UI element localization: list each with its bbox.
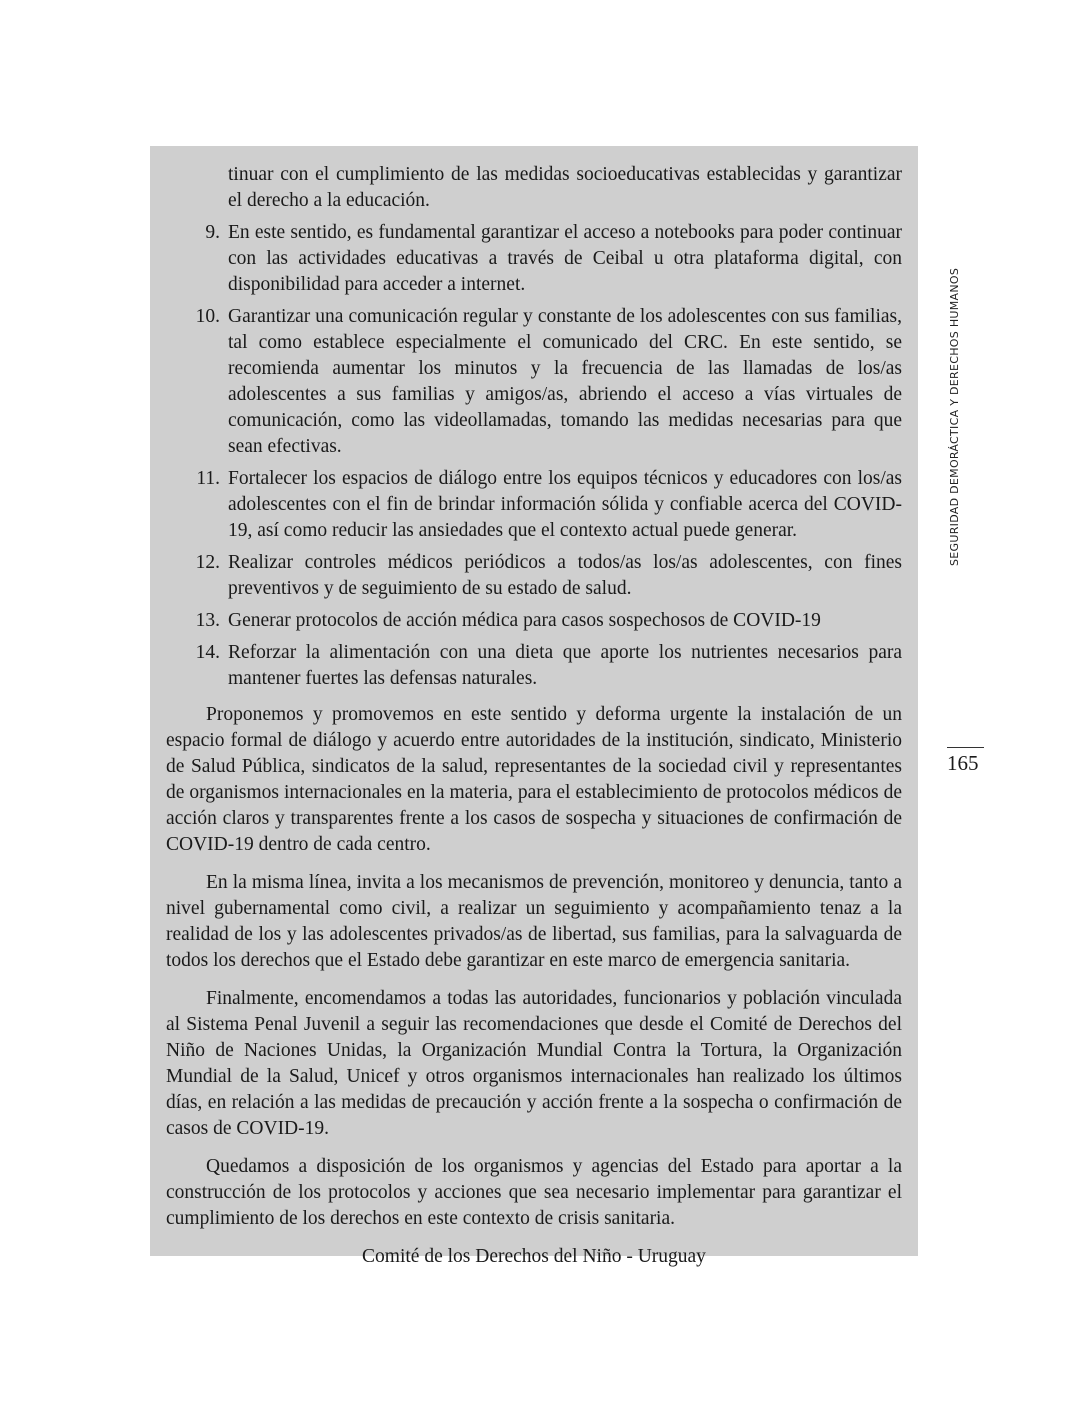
item-text: Garantizar una comunicación regular y constante de los adolescentes con sus familias, tal como establece especialmente el comunicado del CRC. En este sentido, se recomienda aumentar los minutos y la frecuencia de las llamadas de los/as adolescentes a sus familias y amigos/as, abriendo el acceso a vías virtuales de comunicación, como las videollamadas, tomando las medidas necesarias para que sean efectivas. (228, 306, 902, 457)
paragraph: Proponemos y promovemos en este sentido y deforma urgente la instalación de un espacio formal de diálogo y acuerdo entre autoridades de la institución, sindicato, Ministerio de Salud Pública, sindicatos de la salud, representantes de la sociedad civil y representantes de organismos internacionales en la materia, para el establecimiento de protocolos médicos de acción claros y transparentes frente a los casos de sospecha y situaciones de confirmación de COVID-19 dentro de cada centro. (166, 704, 902, 855)
item-text: Realizar controles médicos periódicos a todos/as los/as adolescentes, con fines preventivos y de seguimiento de su estado de salud. (228, 552, 902, 599)
item-number: 12. (195, 552, 220, 573)
running-head-vertical: SEGURIDAD DEMORÁCTICA Y DERECHOS HUMANOS (948, 267, 961, 566)
item-text: En este sentido, es fundamental garantizar el acceso a notebooks para poder continuar con las actividades educativas a través de Ceibal u otra plataforma digital, con disponibilidad para acceder a internet. (228, 222, 902, 295)
item-number: 10. (195, 306, 220, 327)
text-box (150, 146, 918, 1267)
page-number-rule (947, 747, 984, 748)
paragraph: Quedamos a disposición de los organismos y agencias del Estado para aportar a la construcción de los protocolos y acciones que sea necesario implementar para garantizar el cumplimiento de los derechos en este contexto de crisis sanitaria. (166, 1156, 902, 1229)
list-item (166, 550, 902, 602)
signature: Comité de los Derechos del Niño - Uruguay (362, 1246, 706, 1267)
body-text (166, 162, 902, 1270)
list-item (166, 608, 902, 634)
paragraph: Finalmente, encomendamos a todas las autoridades, funcionarios y población vinculada al Sistema Penal Juvenil a seguir las recomendaciones que desde el Comité de Derechos del Niño de Naciones Unidas, la Organización Mundial Contra la Tortura, la Organización Mundial de la Salud, Unicef y otros organismos internacionales han realizado los últimos días, en relación a las medidas de precaución y acción frente a la sospecha o confirmación de casos de COVID-19. (166, 988, 902, 1139)
continuation-text: tinuar con el cumplimiento de las medidas socioeducativas establecidas y garantizar el derecho a la educación. (228, 164, 902, 211)
item-text: Fortalecer los espacios de diálogo entre los equipos técnicos y educadores con los/as adolescentes con el fin de brindar información sólida y confiable acerca del COVID-19, así como reducir las ansiedades que el contexto actual puede generar. (228, 468, 902, 541)
list-item (166, 304, 902, 460)
item-number: 9. (205, 222, 220, 243)
list-item-continuation (166, 162, 902, 214)
list-item (166, 220, 902, 298)
item-number: 13. (195, 610, 220, 631)
paragraph: En la misma línea, invita a los mecanismos de prevención, monitoreo y denuncia, tanto a nivel gubernamental como civil, a realizar un seguimiento y acompañamiento tenaz a la realidad de los y las adolescentes privados/as de libertad, sus familias, para la salvaguarda de todos los derechos que el Estado debe garantizar en este marco de emergencia sanitaria. (166, 872, 902, 971)
item-number: 14. (195, 642, 220, 663)
page-number: 165 (947, 751, 979, 775)
item-text: Reforzar la alimentación con una dieta que aporte los nutrientes necesarios para mantener fuertes las defensas naturales. (228, 642, 902, 689)
list-item (166, 466, 902, 544)
item-text: Generar protocolos de acción médica para casos sospechosos de COVID-19 (228, 610, 821, 631)
item-number: 11. (196, 468, 220, 489)
list-item (166, 640, 902, 692)
